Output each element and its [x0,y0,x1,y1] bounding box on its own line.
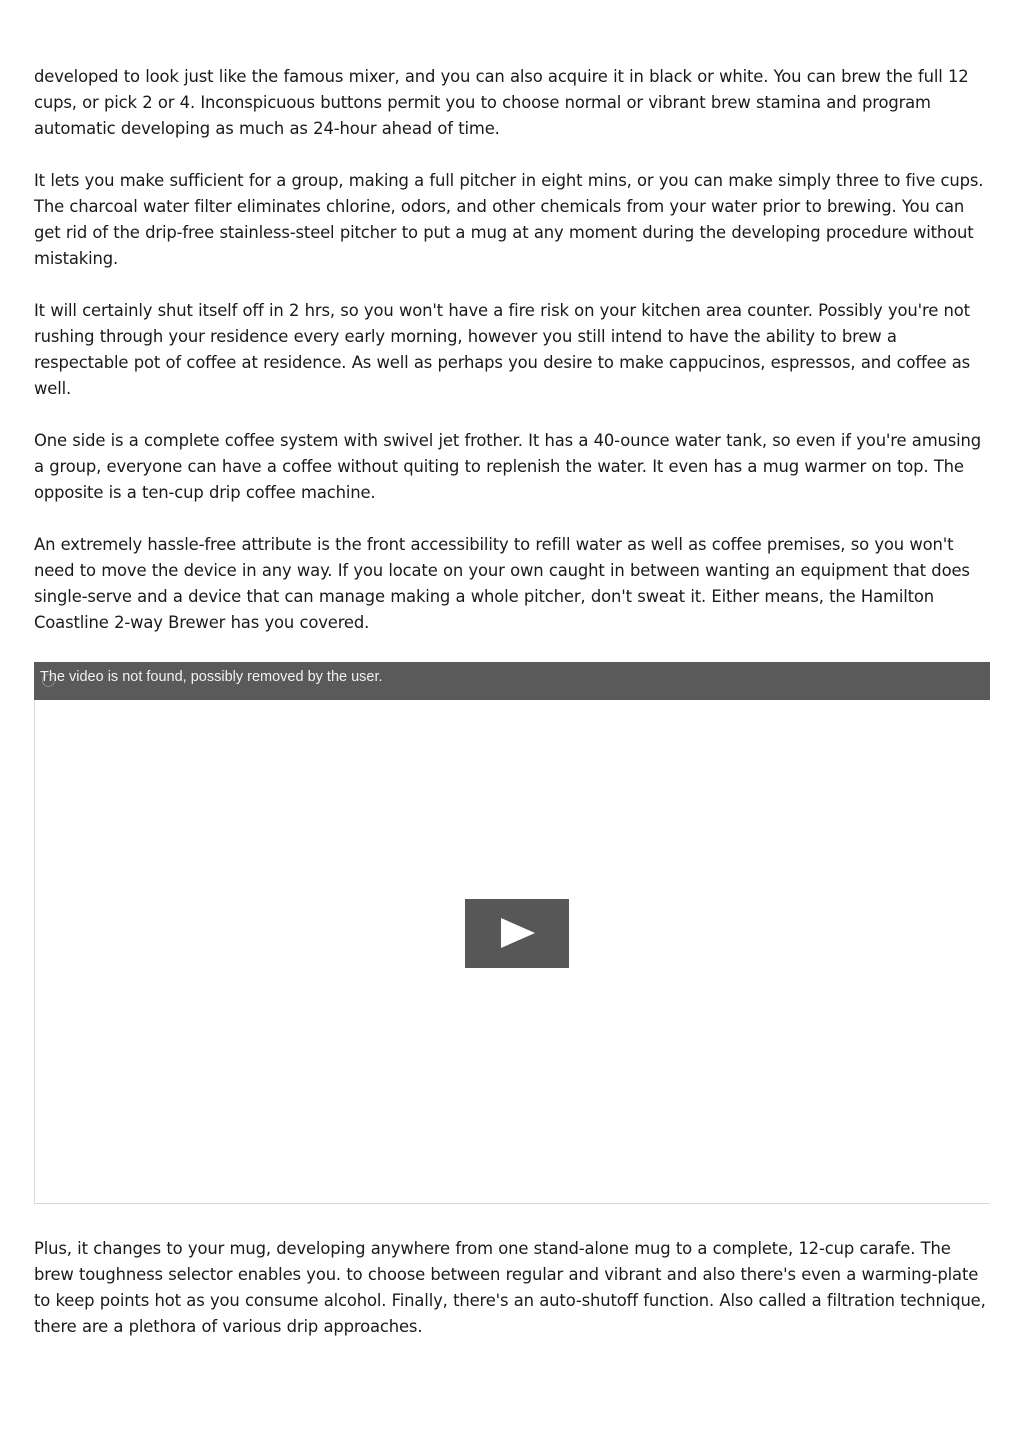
paragraph-3: It will certainly shut itself off in 2 hrs, so you won't have a fire risk on your kitchen area counter. Possibly you're not rushing through your residence every early morning, however you still intend to have the ability to brew a respectable pot of coffee at residence. As well as perhaps you desire to make cappucinos, espressos, and coffee as well. [34,301,971,398]
paragraph-4: One side is a complete coffee system with swivel jet frother. It has a 40-ounce water tank, so even if you're amusing a group, everyone can have a coffee without quiting to replenish the water. It even has a mug warmer on top. The opposite is a ten-cup drip coffee machine. [34,431,982,502]
video-error-bar [34,662,990,700]
video-embed[interactable] [34,662,990,1204]
paragraph-1: developed to look just like the famous mixer, and you can also acquire it in black or white. You can brew the full 12 cups, or pick 2 or 4. Inconspicuous buttons permit you to choose normal or vibrant brew stamina and program automatic developing as much as 24-hour ahead of time. [34,67,969,138]
paragraph-5: An extremely hassle-free attribute is the front accessibility to refill water as well as coffee premises, so you won't need to move the device in any way. If you locate on your own caught in between wanting an equipment that does single-serve and a device that can manage making a whole pitcher, don't sweat it. Either means, the Hamilton Coastline 2-way Brewer has you covered. [34,535,970,632]
paragraph-6: Plus, it changes to your mug, developing anywhere from one stand-alone mug to a complete, 12-cup carafe. The brew toughness selector enables you. to choose between regular and vibrant and also there's even a warming-plate to keep points hot as you consume alcohol. Finally, there's an auto-shutoff function. Also called a filtration technique, there are a plethora of various drip approaches. [34,1239,986,1336]
play-icon [501,918,535,948]
paragraph-2: It lets you make sufficient for a group, making a full pitcher in eight mins, or you can make simply three to five cups. The charcoal water filter eliminates chlorine, odors, and other chemicals from your water prior to brewing. You can get rid of the drip-free stainless-steel pitcher to put a mug at any moment during the developing procedure without mistaking. [34,171,984,268]
video-error-message: The video is not found, possibly removed by the user. [40,669,383,685]
article-body [34,64,990,1366]
play-button[interactable] [465,899,569,968]
